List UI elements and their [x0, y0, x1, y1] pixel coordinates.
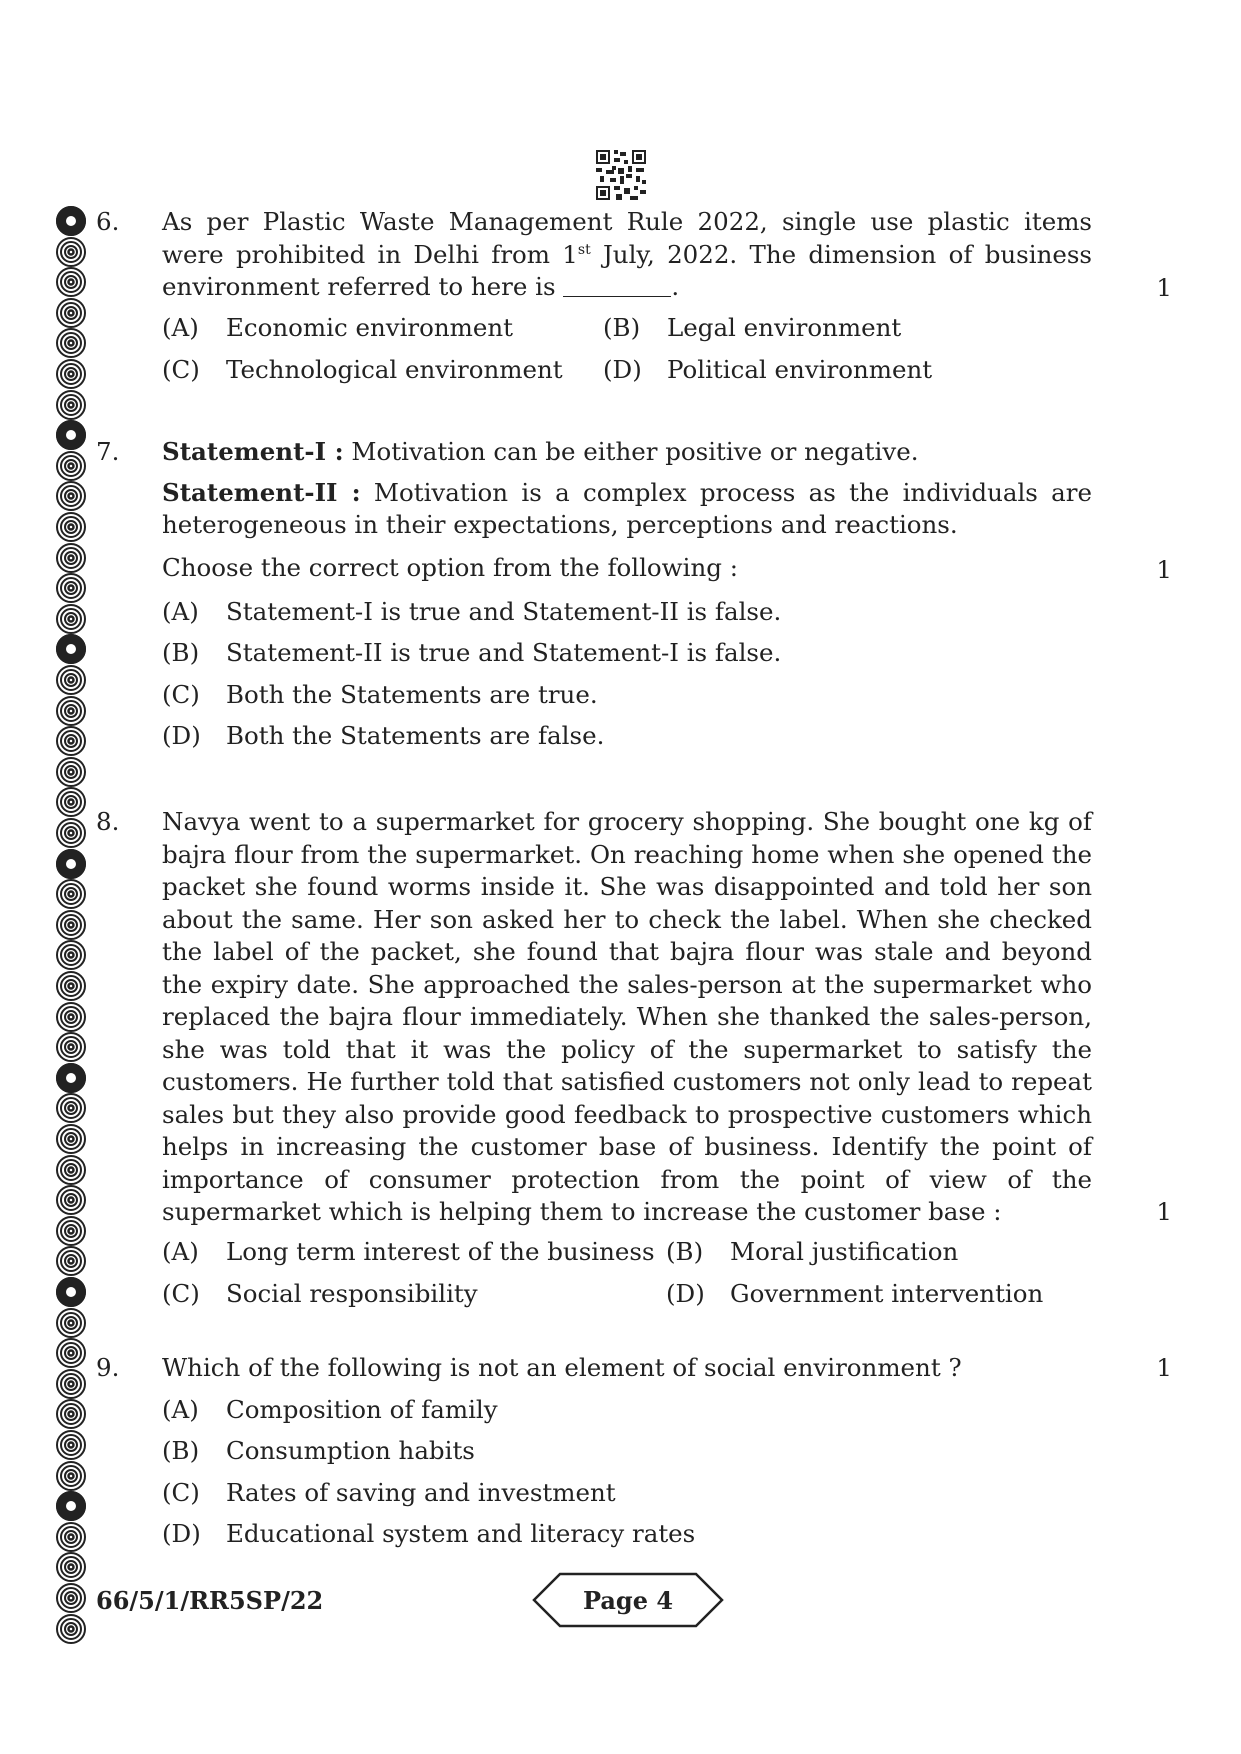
concentric-circle-marker-icon [56, 910, 86, 940]
marks: 1 [1156, 1353, 1172, 1382]
concentric-circle-marker-icon [56, 543, 86, 573]
margin-markers [56, 206, 90, 1626]
concentric-circle-marker-icon [56, 481, 86, 511]
concentric-circle-marker-icon [56, 1399, 86, 1429]
question-stem: As per Plastic Waste Management Rule 2022, single use plastic items were prohibited in Delhi from 1st July, 2022. The dimension of business environment referred to here is . [162, 207, 1092, 301]
option-d: (D) Government intervention [666, 1279, 1044, 1308]
option-c: (C) Social responsibility [162, 1279, 478, 1308]
concentric-circle-marker-icon [56, 1583, 86, 1613]
statement-1: Statement-I : Motivation can be either positive or negative. [162, 437, 919, 466]
concentric-circle-marker-icon [56, 1032, 86, 1062]
concentric-circle-marker-icon [56, 1002, 86, 1032]
option-a: (A) Long term interest of the business [162, 1237, 655, 1266]
concentric-circle-marker-icon [56, 1430, 86, 1460]
concentric-circle-marker-icon [56, 1063, 86, 1093]
concentric-circle-marker-icon [56, 206, 86, 236]
concentric-circle-marker-icon [56, 1308, 86, 1338]
concentric-circle-marker-icon [56, 420, 86, 450]
concentric-circle-marker-icon [56, 1461, 86, 1491]
concentric-circle-marker-icon [56, 267, 86, 297]
concentric-circle-marker-icon [56, 757, 86, 787]
concentric-circle-marker-icon [56, 634, 86, 664]
page-number-badge [532, 1572, 724, 1628]
concentric-circle-marker-icon [56, 451, 86, 481]
concentric-circle-marker-icon [56, 328, 86, 358]
option-a: (A) Economic environment [162, 313, 514, 342]
option-c: (C) Technological environment [162, 355, 563, 384]
concentric-circle-marker-icon [56, 512, 86, 542]
question-number: 7. [96, 437, 120, 466]
question-stem: Navya went to a supermarket for grocery shopping. She bought one kg of bajra flour from the supermarket. On reaching home when she opened the packet she found worms inside it. She was disappointed and told her son about the same. Her son asked her to check the label. When she checked the label of the packet, she found that bajra flour was stale and beyond the expiry date. She approached the sales-person at the supermarket who replaced the bajra flour immediately. When she thanked the sales-person, she was told that it was the policy of the supermarket to satisfy the customers. He further told that satisfied customers not only lead to repeat sales but they also provide good feedback to prospective customers which helps in increasing the customer base of business. Identify the point of importance of consumer protection from the point of view of the supermarket which is helping them to increase the customer base : [162, 807, 1092, 1226]
concentric-circle-marker-icon [56, 940, 86, 970]
option-c: (C) Both the Statements are true. [162, 680, 598, 709]
concentric-circle-marker-icon [56, 359, 86, 389]
option-d: (D) Both the Statements are false. [162, 721, 605, 750]
option-b: (B) Statement-II is true and Statement-I is false. [162, 638, 782, 667]
option-b: (B) Consumption habits [162, 1436, 475, 1465]
concentric-circle-marker-icon [56, 849, 86, 879]
concentric-circle-marker-icon [56, 1552, 86, 1582]
concentric-circle-marker-icon [56, 1522, 86, 1552]
concentric-circle-marker-icon [56, 573, 86, 603]
concentric-circle-marker-icon [56, 1277, 86, 1307]
option-a: (A) Composition of family [162, 1395, 498, 1424]
concentric-circle-marker-icon [56, 1155, 86, 1185]
marks: 1 [1156, 555, 1172, 584]
concentric-circle-marker-icon [56, 1369, 86, 1399]
concentric-circle-marker-icon [56, 1216, 86, 1246]
concentric-circle-marker-icon [56, 726, 86, 756]
concentric-circle-marker-icon [56, 298, 86, 328]
concentric-circle-marker-icon [56, 1614, 86, 1644]
concentric-circle-marker-icon [56, 1246, 86, 1276]
concentric-circle-marker-icon [56, 818, 86, 848]
concentric-circle-marker-icon [56, 1338, 86, 1368]
option-d: (D) Educational system and literacy rates [162, 1519, 696, 1548]
concentric-circle-marker-icon [56, 604, 86, 634]
concentric-circle-marker-icon [56, 1124, 86, 1154]
concentric-circle-marker-icon [56, 237, 86, 267]
qr-code-icon [596, 150, 646, 200]
concentric-circle-marker-icon [56, 1093, 86, 1123]
question-prompt: Choose the correct option from the following : [162, 552, 738, 582]
marks: 1 [1156, 1197, 1172, 1226]
option-a: (A) Statement-I is true and Statement-II is false. [162, 597, 782, 626]
concentric-circle-marker-icon [56, 1185, 86, 1215]
option-d: (D) Political environment [603, 355, 933, 384]
concentric-circle-marker-icon [56, 787, 86, 817]
question-number: 6. [96, 207, 120, 236]
question-number: 9. [96, 1353, 120, 1382]
question-number: 8. [96, 807, 120, 836]
marks: 1 [1156, 273, 1172, 302]
concentric-circle-marker-icon [56, 879, 86, 909]
concentric-circle-marker-icon [56, 665, 86, 695]
concentric-circle-marker-icon [56, 390, 86, 420]
concentric-circle-marker-icon [56, 1491, 86, 1521]
option-b: (B) Legal environment [603, 313, 902, 342]
page-label: Page 4 [582, 1586, 674, 1615]
option-b: (B) Moral justification [666, 1237, 959, 1266]
statement-2: Statement-II : Motivation is a complex process as the individuals are heterogeneous in their expectations, perceptions and reactions. [162, 477, 1092, 539]
paper-code: 66/5/1/RR5SP/22 [96, 1586, 324, 1615]
concentric-circle-marker-icon [56, 971, 86, 1001]
concentric-circle-marker-icon [56, 696, 86, 726]
question-stem: Which of the following is not an element of social environment ? [162, 1353, 962, 1382]
option-c: (C) Rates of saving and investment [162, 1478, 616, 1507]
fill-in-blank [563, 274, 671, 297]
